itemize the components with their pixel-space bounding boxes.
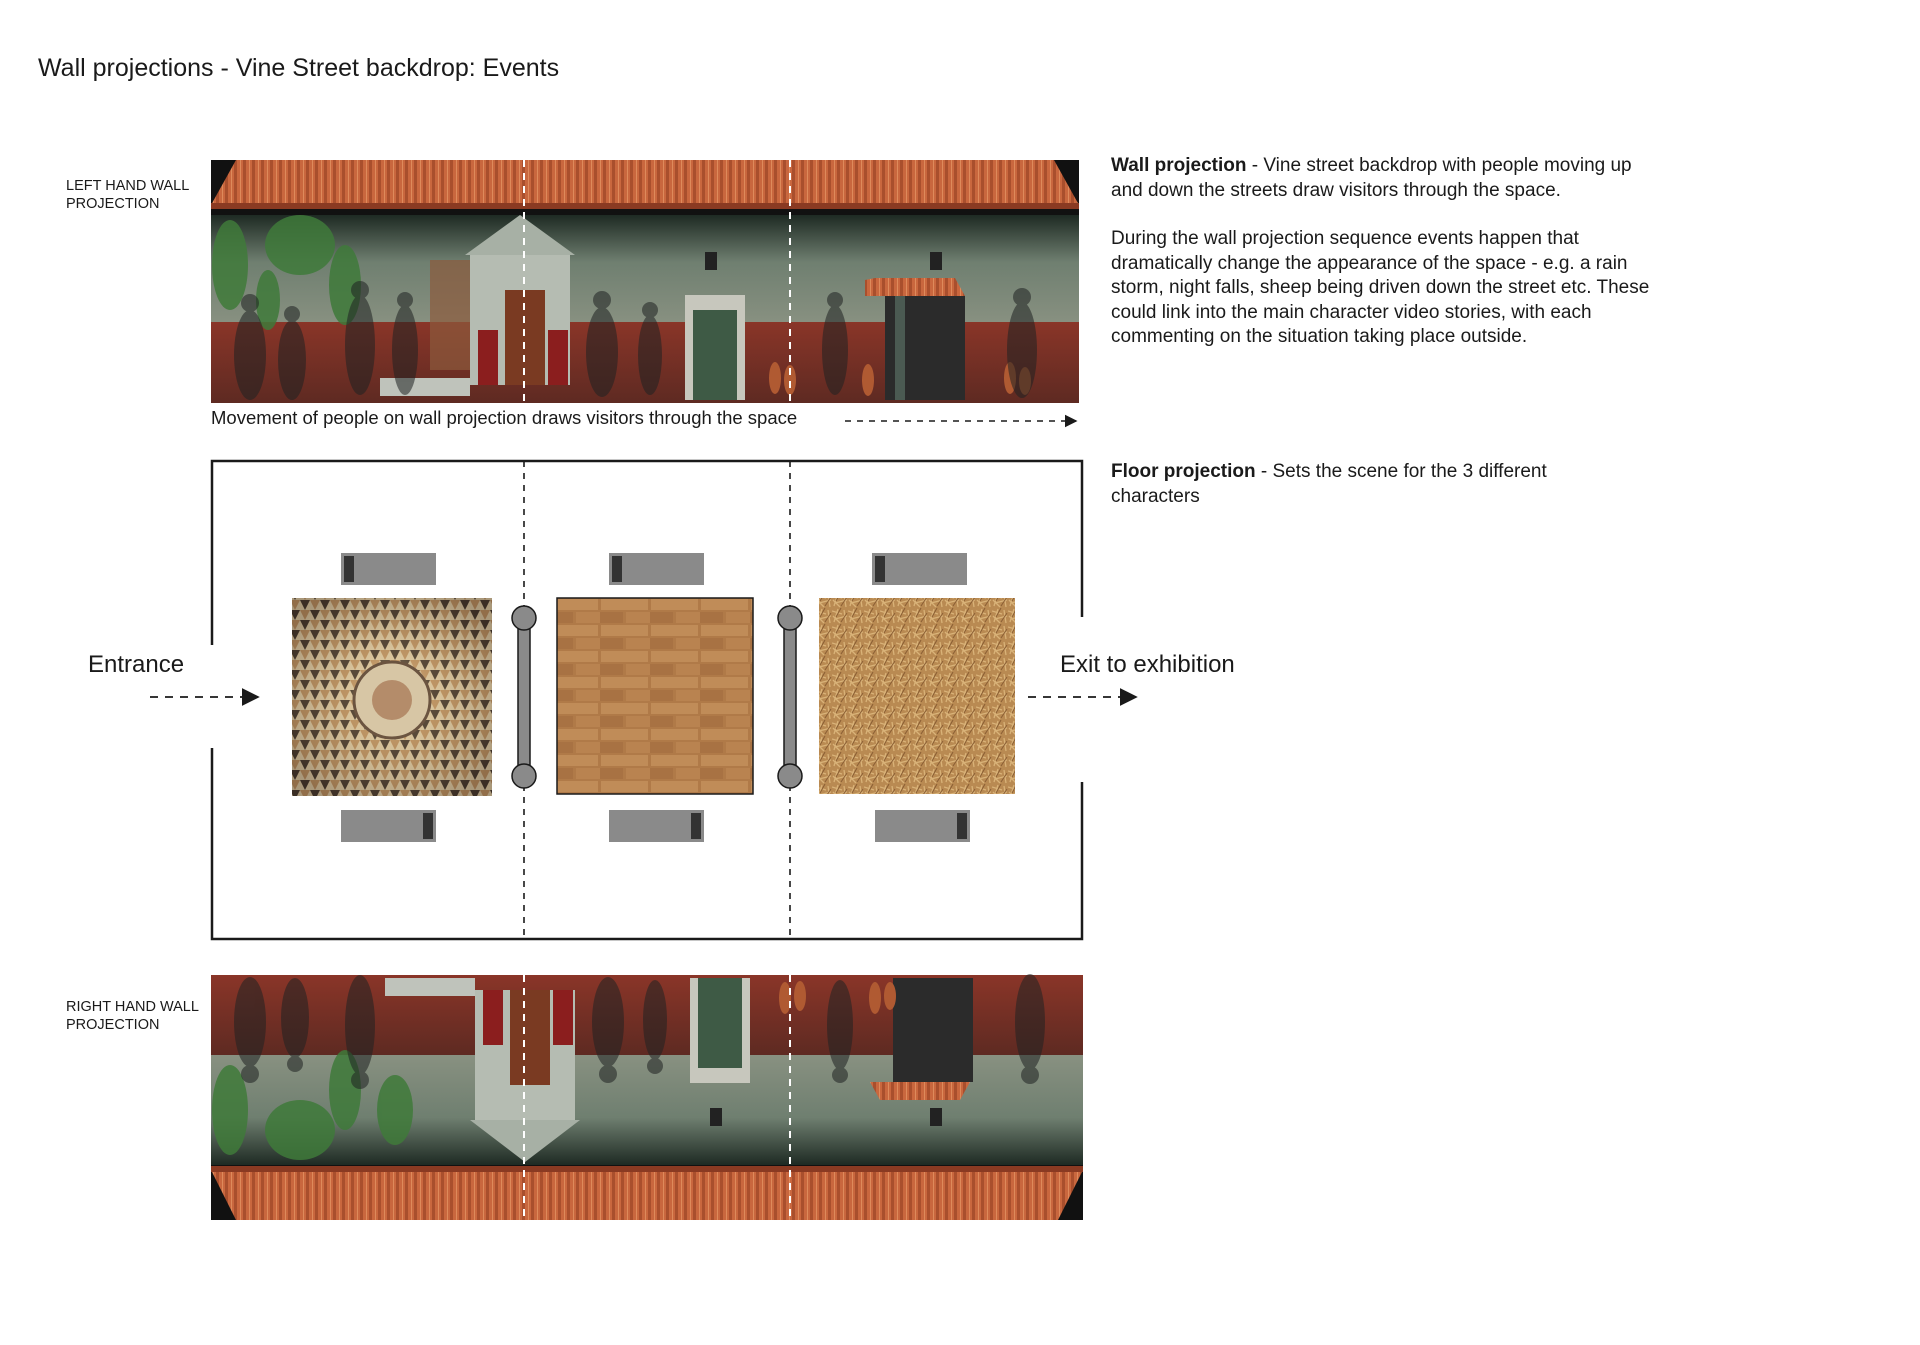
green-door — [685, 295, 745, 400]
floor-plan — [150, 461, 1136, 939]
events-text: During the wall projection sequence events happen that dramatically change the appearance of the space - e.g. a rain storm, night falls, sheep being driven down the street etc. These could link into the main character video stories, with each commenting on the situation taking place outside. — [1111, 228, 1650, 347]
entrance-label: Entrance — [88, 651, 185, 678]
exit-label: Exit to exhibition — [1060, 651, 1235, 678]
floor-projection-heading: Floor projection — [1111, 461, 1256, 482]
bench-bottom-zone-2 — [609, 810, 704, 842]
bench-bottom-zone-1 — [341, 810, 436, 842]
left-wall-projection — [211, 160, 1079, 403]
floor-projection-text: - Sets the scene for the 3 different characters — [1111, 461, 1547, 507]
bench-top-zone-2 — [609, 553, 704, 585]
right-wall-projection — [211, 974, 1083, 1220]
bench-bottom-zone-3 — [875, 810, 970, 842]
bench-top-zone-1 — [341, 553, 436, 585]
zone-1-floor — [292, 598, 492, 796]
partition-screen-1 — [512, 606, 536, 788]
movement-caption: Movement of people on wall projection draws visitors through the space — [211, 407, 798, 428]
wall-projection-text: - Vine street backdrop with people moving up and down the streets draw visitors through the space. — [1111, 155, 1632, 201]
zone-3-floor — [819, 598, 1015, 794]
page-title: Wall projections - Vine Street backdrop: Events — [38, 54, 560, 82]
right-wall-label: RIGHT HAND WALL PROJECTION — [66, 999, 199, 1033]
wall-projection-heading: Wall projection — [1111, 155, 1247, 176]
partition-screen-2 — [778, 606, 802, 788]
left-wall-label: LEFT HAND WALL PROJECTION — [66, 178, 189, 212]
bench-top-zone-3 — [872, 553, 967, 585]
zone-2-floor — [557, 598, 753, 794]
